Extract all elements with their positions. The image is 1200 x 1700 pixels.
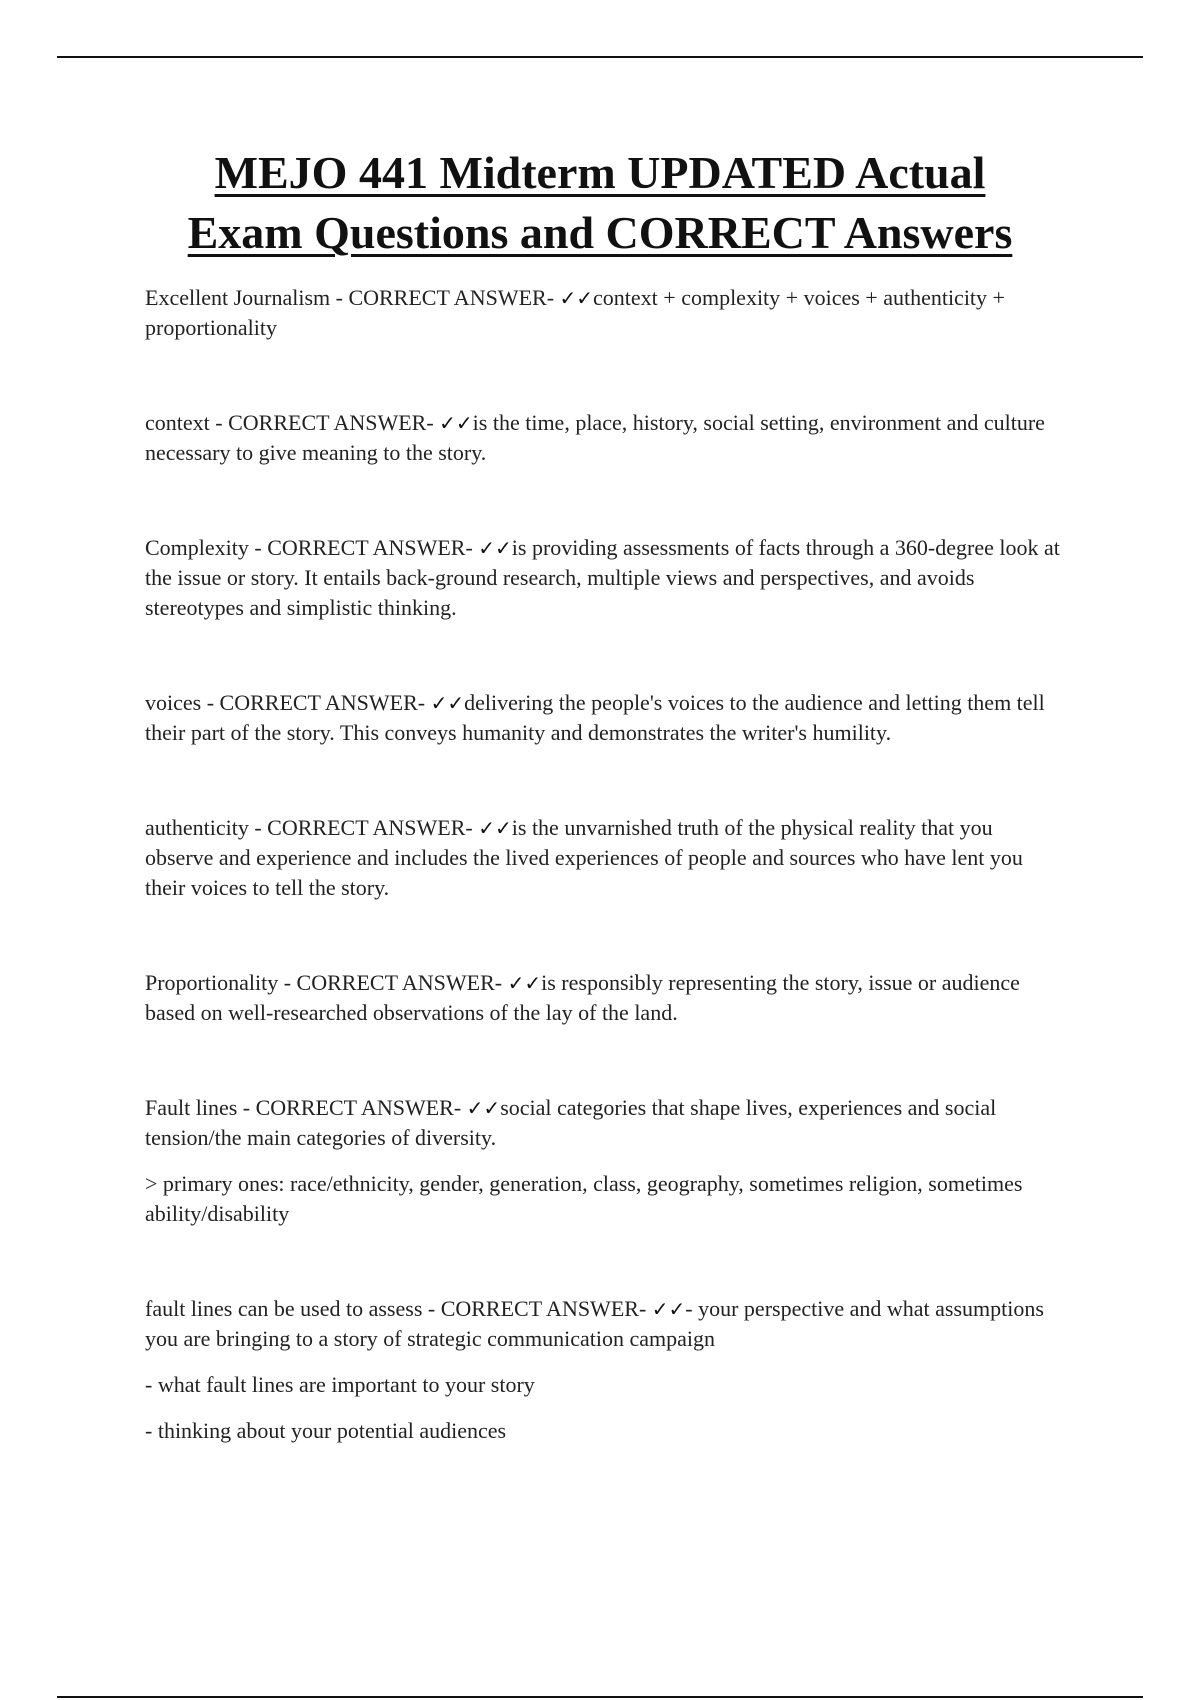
correct-answer-label: - CORRECT ANSWER- xyxy=(248,815,479,840)
qa-term: Complexity xyxy=(145,535,249,560)
qa-list xyxy=(145,283,1065,1511)
qa-entry xyxy=(145,283,1065,343)
qa-definition: is the time, place, history, social setting, environment and culture necessary to give meaning to the story. xyxy=(145,410,1045,465)
qa-definition: is responsibly representing the story, issue or audience based on well-researched observations of the lay of the land. xyxy=(145,970,1020,1025)
correct-answer-label: - CORRECT ANSWER- xyxy=(237,1095,467,1120)
double-check-icon: ✓✓ xyxy=(478,816,512,840)
double-check-icon: ✓✓ xyxy=(507,971,542,995)
bottom-rule xyxy=(57,1696,1143,1698)
qa-entry xyxy=(145,688,1065,748)
qa-extra-line: - what fault lines are important to your story xyxy=(145,1372,535,1397)
qa-answer-paragraph xyxy=(145,1294,1065,1354)
qa-term: voices xyxy=(145,690,202,715)
qa-definition: is providing assessments of facts through a 360-degree look at the issue or story. It entails back-ground research, multiple views and perspectives, and avoids stereotypes and simplistic thinking. xyxy=(145,535,1060,620)
qa-term: Excellent Journalism xyxy=(145,285,331,310)
title-line-1: MEJO 441 Midterm UPDATED Actual xyxy=(214,147,986,198)
qa-definition: is the unvarnished truth of the physical reality that you observe and experience and includes the lived experiences of people and sources who have lent you their voices to tell the story. xyxy=(145,815,1023,900)
qa-definition: delivering the people's voices to the audience and letting them tell their part of the story. This conveys humanity and demonstrates the writer's humility. xyxy=(145,690,1045,745)
qa-answer-paragraph xyxy=(145,813,1065,903)
qa-term: authenticity xyxy=(145,815,249,840)
double-check-icon: ✓✓ xyxy=(651,1297,686,1321)
title-line-2: Exam Questions and CORRECT Answers xyxy=(187,207,1013,258)
double-check-icon: ✓✓ xyxy=(559,286,594,310)
qa-entry xyxy=(145,968,1065,1028)
qa-extra-line: - thinking about your potential audiences xyxy=(145,1418,507,1443)
qa-answer-paragraph xyxy=(145,283,1065,343)
correct-answer-label: - CORRECT ANSWER- xyxy=(248,535,479,560)
correct-answer-label: - CORRECT ANSWER- xyxy=(422,1296,652,1321)
correct-answer-label: - CORRECT ANSWER- xyxy=(201,690,431,715)
qa-answer-paragraph xyxy=(145,968,1065,1028)
top-rule xyxy=(57,56,1143,58)
correct-answer-label: - CORRECT ANSWER- xyxy=(330,285,560,310)
qa-entry xyxy=(145,813,1065,903)
qa-term: Proportionality xyxy=(145,970,279,995)
qa-answer-paragraph xyxy=(145,688,1065,748)
document-title xyxy=(0,143,1200,263)
double-check-icon: ✓✓ xyxy=(439,411,473,435)
qa-definition: - your perspective and what assumptions you are bringing to a story of strategic communication campaign xyxy=(145,1296,1044,1351)
qa-entry xyxy=(145,408,1065,468)
correct-answer-label: - CORRECT ANSWER- xyxy=(209,410,440,435)
qa-term: Fault lines xyxy=(145,1095,238,1120)
qa-entry xyxy=(145,1294,1065,1446)
double-check-icon: ✓✓ xyxy=(478,536,512,560)
qa-definition: context + complexity + voices + authenticity + proportionality xyxy=(145,285,1005,340)
correct-answer-label: - CORRECT ANSWER- xyxy=(278,970,508,995)
qa-extra-line: > primary ones: race/ethnicity, gender, generation, class, geography, sometimes religion, sometimes ability/disability xyxy=(145,1171,1023,1226)
qa-answer-paragraph xyxy=(145,533,1065,623)
qa-answer-paragraph xyxy=(145,1093,1065,1153)
qa-definition: social categories that shape lives, experiences and social tension/the main categories of diversity. xyxy=(145,1095,997,1150)
qa-entry xyxy=(145,533,1065,623)
qa-term: fault lines can be used to assess xyxy=(145,1296,423,1321)
qa-entry xyxy=(145,1093,1065,1229)
double-check-icon: ✓✓ xyxy=(466,1096,501,1120)
qa-term: context xyxy=(145,410,210,435)
qa-answer-paragraph xyxy=(145,408,1065,468)
double-check-icon: ✓✓ xyxy=(430,691,465,715)
